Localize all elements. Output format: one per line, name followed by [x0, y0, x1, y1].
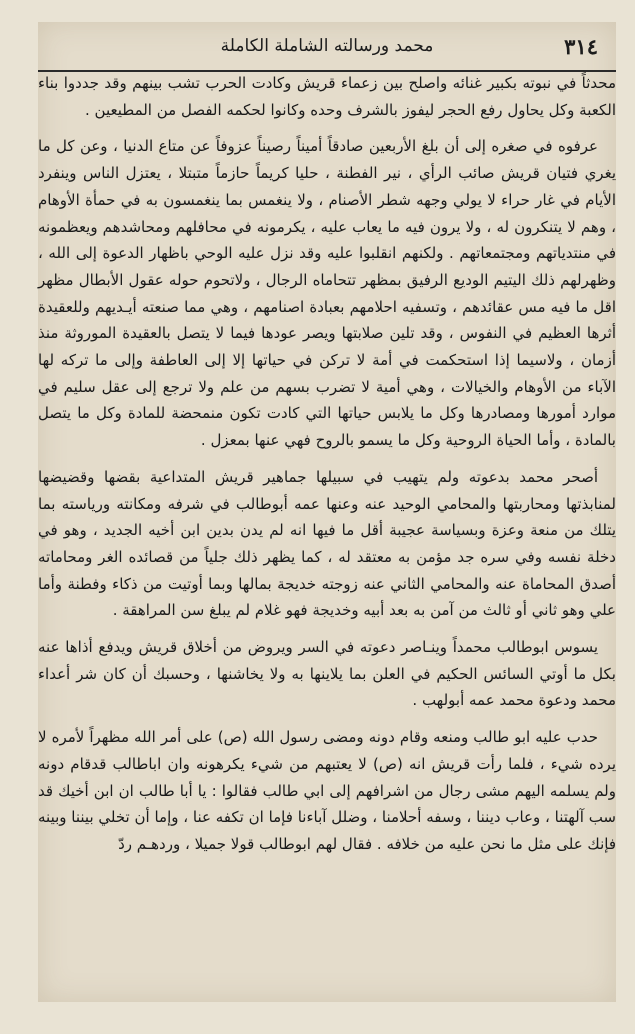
- running-title: محمد ورسالته الشاملة الكاملة: [220, 36, 434, 56]
- book-page: [38, 22, 616, 1002]
- page-header: [38, 32, 616, 66]
- paragraph-4: يسوس ابوطالب محمداً وينـاصر دعوته في السر ويروض من أخلاق قريش ويدفع أذاها عنه بكل ما أوتي السائس الحكيم في العلن بما يلاينها به ولا يخاشنها ، وحسبك أن كان شر أعداء محمد ودعوة محمد عمه أبولهب .: [38, 638, 616, 710]
- paragraph-3: أصحر محمد بدعوته ولم يتهيب في سبيلها جماهير قريش المتداعية بقضها وقضيضها لمنابذتها ومحاربتها والمحامي الوحيد عنه وعنها عمه أبوطالب في شرفه ومكانته ورياسته بما يتلك من منعة وعزة وبسياسة عجيبة أقل ما فيها انه لم يدن بدين ابن أخيه الجديد ، وهو في دخلة نفسه وفي سره جد مؤمن به معتقد له ، كما يظهر ذلك جلياً من قصائده الغر ومحاماته أصدق المحاماة عنه والمحامي الثاني عنه زوجته خديجة بمالها وبما أوتيت من ذكاء وفطنة وأما علي وهو ثاني أو ثالث من آمن به بعد أبيه وخديجة فهو غلام لم يبلغ سن المراهقة .: [38, 467, 616, 620]
- paragraph-1: محدثاً في نبوته بكبير غنائه واصلح بين زعماء قريش وكادت الحرب تشب بينهم وقد جددوا بناء الكعبة وكل يحاول رفع الحجر ليفوز بالشرف وحده وكانوا لحكمه الفصل من المطيعين .: [38, 74, 616, 119]
- paragraph-2: عرفوه في صغره إلى أن بلغ الأربعين صادقاً أميناً رصيناً عزوفاً عن متاع الدنيا ، وعن كل ما يغري فتيان قريش صائب الرأي ، نير الفطنة ، حليا كريماً حازماً متبتلا ، يعتزل الناس وينفرد الأيام في غار حراء لا يولي وجهه شطر الأصنام ، ولا ينغمس بما ينغمسون به في حمأة الأوهام ، وهم لا يتنكرون له ، ولا يرون فيه ما يعاب عليه ، يكرمونه في محافلهم ومحاشدهم ويعظمونه في منتدياتهم ومجتمعاتهم . ولكنهم انقلبوا عليه وقد نزل عليه الوحي باظهار الدعوة إلى الله ، وظهرلهم ذلك اليتيم الوديع الرفيق بمظهر تتحاماه الرجال ، ولاتحوم حوله عقول الأبطال مظهر اقل ما فيه مس عقائدهم ، وتسفيه احلامهم بعبادة اصنامهم ، وهي مما صنعته أيـديهم وللعقيدة أثرها العظيم في النفوس ، وقد تلين صلابتها ويصر عودها فيما لا يتصل بالعقيدة الموروثة منذ أزمان ، ولاسيما إذا استحكمت في أمة لا تركن في حياتها إلا إلى العاطفة وإلى ما تركه لها الآباء من الأوهام والخيالات ، وهي أمية لا تضرب بسهم من علم ولا ترجع إلى عقل سليم في موارد أمورها ومصادرها وكل ما يلابس حياتها التي كادت تكون منمحضة للمادة وكل ما يتصل بالمادة ، وأما الحياة الروحية وكل ما يسمو بالروح فهي عنها بمعزل .: [38, 137, 616, 450]
- paragraph-5: حدب عليه ابو طالب ومنعه وقام دونه ومضى رسول الله (ص) على أمر الله مظهراً لأمره لا يرده شيء ، فلما رأت قريش انه (ص) لا يعتبهم من شيء يكرهونه وان اباطالب قدقام دونه ولم يسلمه اليهم مشى رجال من اشرافهم إلى ابي طالب فقالوا : يا أبا طالب ان ابن أخيك قد سب آلهتنا ، وعاب ديننا ، وسفه أحلامنا ، وضلل آباءنا فإما ان تكفه عنا ، وإما أن تخلي بيننا وبينه فإنك على مثل ما نحن عليه من خلافه . فقال لهم ابوطالب قولا جميلا ، وردهـم ردّ: [38, 728, 616, 853]
- page-number: ٣١٤: [564, 34, 598, 59]
- page-body: [38, 70, 616, 858]
